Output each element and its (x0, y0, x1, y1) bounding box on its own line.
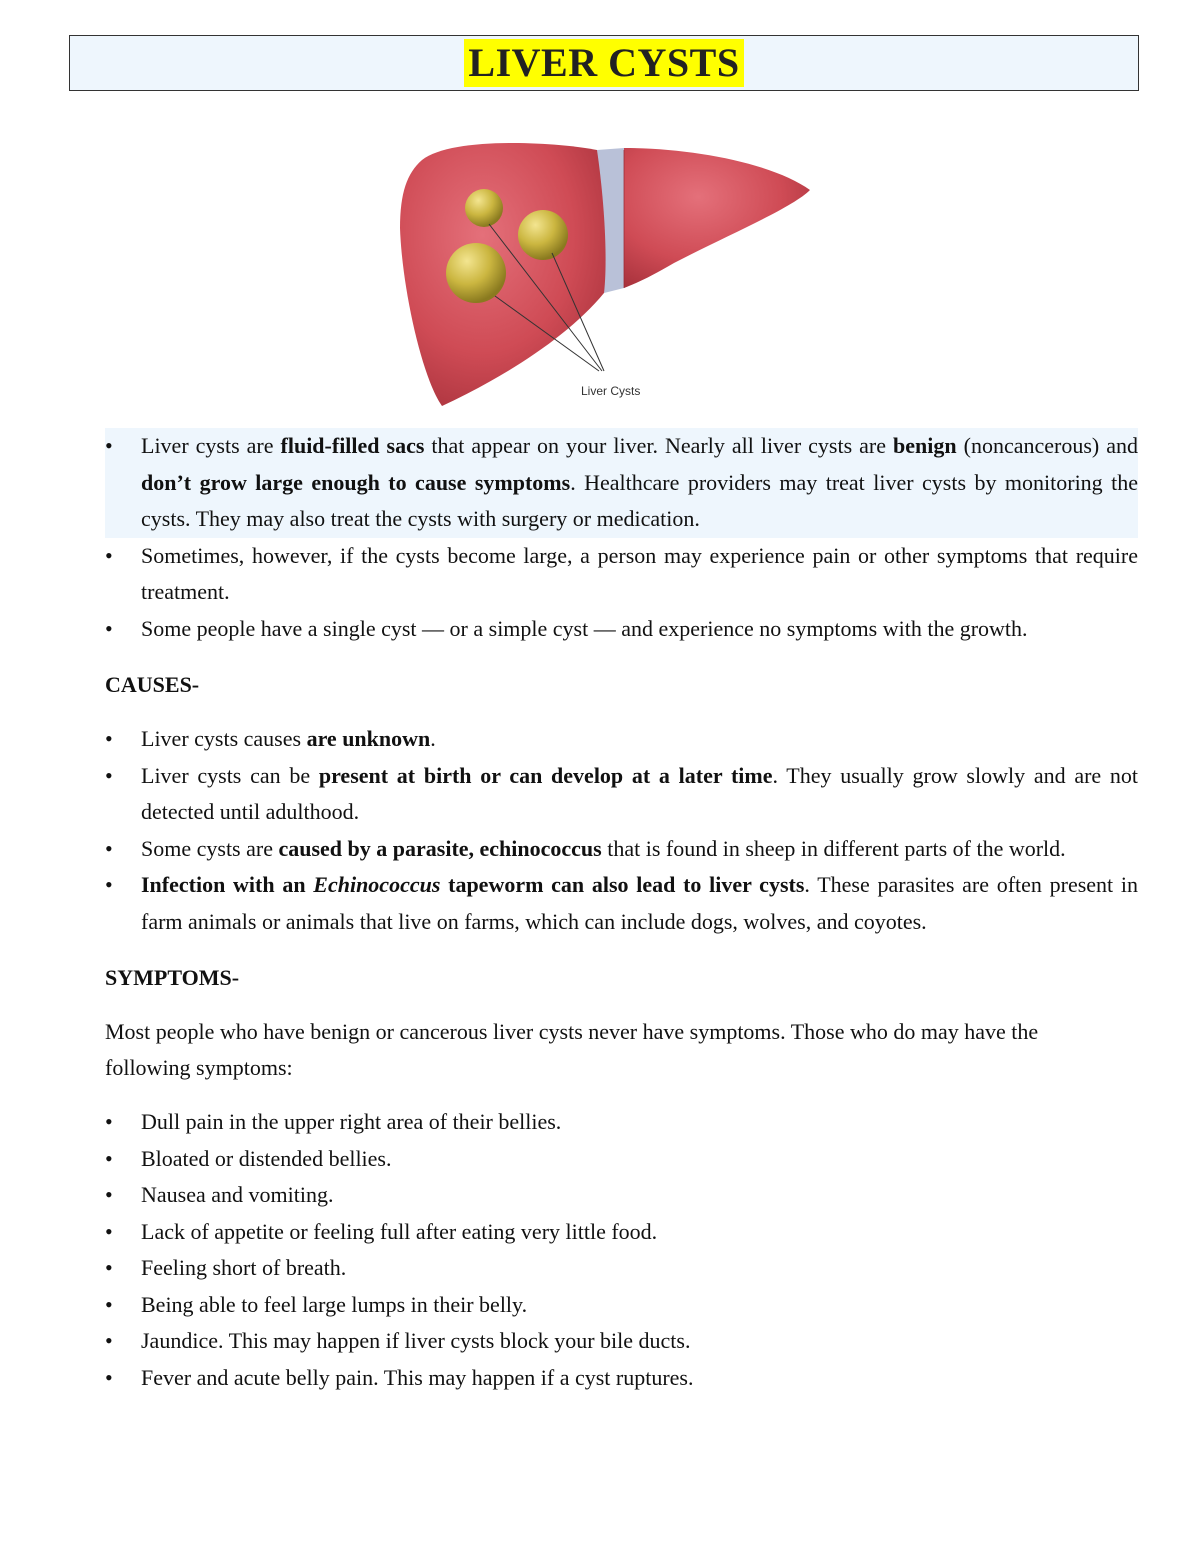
figure-label: Liver Cysts (581, 384, 641, 398)
list-item: • Jaundice. This may happen if liver cysts block your bile ducts. (105, 1323, 1138, 1360)
list-item: • Liver cysts can be present at birth or can develop at a later time. They usually grow slowly and are not detected until adulthood. (105, 758, 1138, 831)
liver-cysts-diagram (392, 138, 812, 410)
list-item: • Infection with an Echinococcus tapeworm can also lead to liver cysts. These parasites are often present in farm animals or animals that live on farms, which can include dogs, wolves, and coyotes. (105, 867, 1138, 940)
cyst-small (465, 189, 503, 227)
list-item: • Liver cysts are fluid-filled sacs that appear on your liver. Nearly all liver cysts are benign (noncancerous) and don’t grow large enough to cause symptoms. Healthcare providers may treat liver cysts by monitoring the cysts. They may also treat the cysts with surgery or medication. (105, 428, 1138, 538)
list-item: • Dull pain in the upper right area of their bellies. (105, 1104, 1138, 1141)
list-item: • Some people have a single cyst — or a simple cyst — and experience no symptoms with the growth. (105, 611, 1138, 648)
list-item: • Lack of appetite or feeling full after eating very little food. (105, 1214, 1138, 1251)
intro-list (105, 428, 1138, 647)
list-item: • Fever and acute belly pain. This may happen if a cyst ruptures. (105, 1360, 1138, 1397)
liver-illustration (392, 138, 812, 410)
title-box (69, 35, 1139, 91)
document-body (105, 428, 1138, 1396)
list-item: • Liver cysts causes are unknown. (105, 721, 1138, 758)
symptoms-heading: SYMPTOMS- (105, 965, 240, 990)
causes-list (105, 721, 1138, 940)
list-item: • Being able to feel large lumps in their belly. (105, 1287, 1138, 1324)
cyst-large (446, 243, 506, 303)
cyst-medium (518, 210, 568, 260)
symptoms-intro: Most people who have benign or cancerous liver cysts never have symptoms. Those who do may have the following symptoms: (105, 1019, 1039, 1080)
symptoms-list (105, 1104, 1138, 1396)
causes-heading: CAUSES- (105, 672, 200, 697)
list-item: • Some cysts are caused by a parasite, echinococcus that is found in sheep in different parts of the world. (105, 831, 1138, 868)
list-item: • Bloated or distended bellies. (105, 1141, 1138, 1178)
page-title: LIVER CYSTS (464, 39, 743, 87)
list-item: • Feeling short of breath. (105, 1250, 1138, 1287)
list-item: • Sometimes, however, if the cysts become large, a person may experience pain or other symptoms that require treatment. (105, 538, 1138, 611)
list-item: • Nausea and vomiting. (105, 1177, 1138, 1214)
